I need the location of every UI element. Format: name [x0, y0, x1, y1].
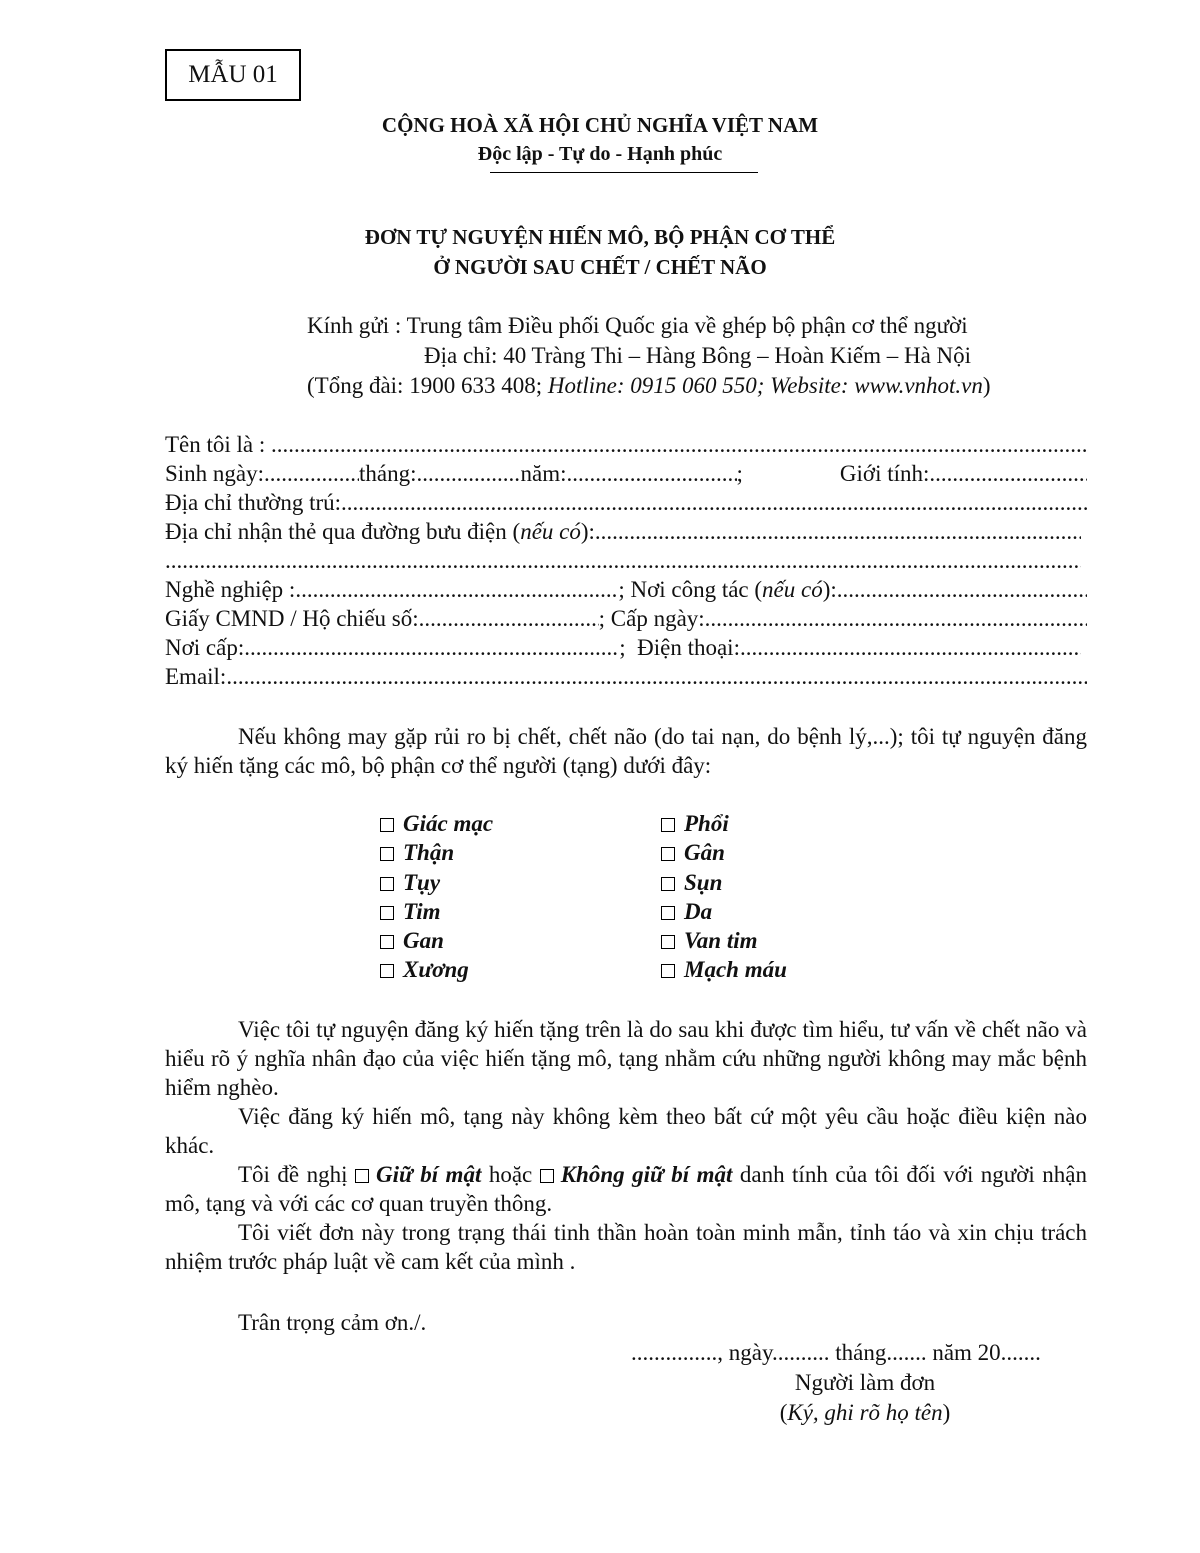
checkbox-icon[interactable] — [380, 964, 394, 978]
option-keep-confidential: Giữ bí mật — [375, 1162, 482, 1187]
checkbox-icon[interactable] — [540, 1169, 554, 1183]
field-issue-date-label: ; Cấp ngày: — [598, 606, 705, 631]
organ-label: Tụy — [403, 869, 441, 895]
confidentiality-intro: Tôi đề nghị — [238, 1162, 355, 1187]
sign-open: ( — [779, 1400, 788, 1425]
checkbox-icon[interactable] — [661, 847, 675, 861]
organ-option[interactable] — [380, 926, 493, 955]
personal-info-fields — [165, 430, 1087, 691]
organ-option[interactable] — [661, 809, 787, 838]
organ-option[interactable] — [661, 955, 787, 984]
confidentiality-rest: danh tính của tôi đối với người nhận mô, tạng và với các cơ quan truyền thông. — [165, 1162, 1088, 1216]
field-name-label: Tên tôi là : — [165, 432, 272, 457]
recipient-label: Kính gửi : — [307, 313, 407, 338]
field-email-label: Email: — [165, 664, 227, 689]
checkbox-icon[interactable] — [380, 906, 394, 920]
checkbox-icon[interactable] — [661, 818, 675, 832]
field-email-blank[interactable] — [226, 662, 1087, 691]
organ-option[interactable] — [380, 868, 493, 897]
field-mail-address-optional: nếu có — [520, 519, 581, 544]
intro-paragraph — [165, 722, 1087, 780]
field-id-issue-date[interactable] — [165, 604, 1087, 633]
country-name: CỘNG HOÀ XÃ HỘI CHỦ NGHĨA VIỆT NAM — [381, 113, 819, 137]
field-email[interactable] — [165, 662, 1087, 691]
field-mail-address-blank-2[interactable] — [165, 546, 1081, 575]
signature-instruction — [740, 1398, 990, 1427]
field-birth-year-blank[interactable] — [567, 459, 737, 488]
organ-label: Xương — [403, 957, 469, 983]
organ-label: Mạch máu — [684, 957, 787, 983]
checkbox-icon[interactable] — [380, 935, 394, 949]
field-issue-date-blank[interactable] — [705, 604, 1087, 633]
organ-label: Phổi — [684, 811, 729, 836]
signer-title: Người làm đơn — [794, 1370, 936, 1395]
field-name-blank[interactable] — [271, 430, 1087, 459]
field-gender-label: Giới tính: — [839, 461, 930, 486]
checkbox-icon[interactable] — [661, 877, 675, 891]
organ-option[interactable] — [380, 838, 493, 867]
organ-option[interactable] — [661, 926, 787, 955]
checkbox-icon[interactable] — [380, 818, 394, 832]
body-paragraphs — [165, 1015, 1087, 1276]
body-paragraph-1: Việc tôi tự nguyện đăng ký hiến tặng trên là do sau khi được tìm hiểu, tư vấn về chết não và hiểu rõ ý nghĩa nhân đạo của việc hiến tặng mô, tạng nhằm cứu những người không may mắc bệnh hiểm nghèo. — [165, 1017, 1087, 1100]
field-id-blank[interactable] — [419, 604, 599, 633]
motto-underline — [490, 172, 758, 173]
organ-list-left — [380, 809, 493, 985]
organ-option[interactable] — [380, 809, 493, 838]
field-occupation-blank[interactable] — [295, 575, 618, 604]
organ-label: Tim — [403, 898, 441, 924]
contact-hotline-label: (Tổng đài: 1900 633 408; — [307, 373, 548, 398]
field-mail-address-continued[interactable] — [165, 546, 1087, 575]
organ-list-right — [661, 809, 787, 985]
field-mail-address-blank[interactable] — [595, 517, 1081, 546]
organ-label: Gân — [684, 840, 725, 866]
field-occupation-label: Nghề nghiệp : — [165, 577, 296, 602]
checkbox-icon[interactable] — [661, 906, 675, 920]
organ-label: Van tim — [684, 928, 758, 954]
field-phone-label: ; Điện thoại: — [619, 635, 740, 660]
sign-close: ) — [942, 1400, 951, 1425]
checkbox-icon[interactable] — [355, 1169, 369, 1183]
field-permanent-address[interactable] — [165, 488, 1087, 517]
organ-label: Giác mạc — [403, 811, 494, 836]
organ-option[interactable] — [380, 897, 493, 926]
recipient-name: Trung tâm Điều phối Quốc gia về ghép bộ phận cơ thể người — [406, 313, 968, 338]
organ-label: Gan — [403, 928, 444, 954]
field-mail-address[interactable] — [165, 517, 1087, 546]
field-birth-separator: ; — [736, 461, 743, 486]
organ-option[interactable] — [661, 897, 787, 926]
field-issue-place-blank[interactable] — [244, 633, 619, 662]
organ-label: Thận — [403, 840, 455, 866]
field-name[interactable] — [165, 430, 1087, 459]
body-paragraph-3 — [165, 1160, 1087, 1218]
contact-hotline-website: Hotline: 0915 060 550; Website: www.vnhot.vn — [547, 373, 983, 398]
intro-text: Nếu không may gặp rủi ro bị chết, chết não (do tai nạn, do bệnh lý,...); tôi tự nguyện đăng ký hiến tặng các mô, bộ phận cơ thể người (tạng) dưới đây: — [165, 724, 1087, 778]
recipient-line — [307, 311, 968, 340]
field-birth-month-blank[interactable] — [417, 459, 521, 488]
option-or: hoặc — [481, 1162, 540, 1187]
checkbox-icon[interactable] — [380, 877, 394, 891]
field-mail-address-label: Địa chỉ nhận thẻ qua đường bưu điện ( — [165, 519, 521, 544]
field-mail-address-colon: ): — [580, 519, 595, 544]
field-gender-blank[interactable] — [929, 459, 1087, 488]
field-issue-place-phone[interactable] — [165, 633, 1087, 662]
field-birth-month-label: tháng: — [359, 461, 417, 486]
body-paragraph-2: Việc đăng ký hiến mô, tạng này không kèm theo bất cứ một yêu cầu hoặc điều kiện nào khác. — [165, 1104, 1087, 1158]
national-motto: Độc lập - Tự do - Hạnh phúc — [477, 143, 723, 165]
field-workplace-optional: nếu có — [762, 577, 823, 602]
checkbox-icon[interactable] — [661, 935, 675, 949]
organ-option[interactable] — [661, 838, 787, 867]
checkbox-icon[interactable] — [661, 964, 675, 978]
field-permanent-address-blank[interactable] — [341, 488, 1087, 517]
recipient-address: Địa chỉ: 40 Tràng Thi – Hàng Bông – Hoàn Kiếm – Hà Nội — [424, 343, 972, 368]
field-workplace-label: ; Nơi công tác ( — [618, 577, 763, 602]
body-paragraph-4: Tôi viết đơn này trong trạng thái tinh thần hoàn toàn minh mẫn, tỉnh táo và xin chịu trách nhiệm trước pháp luật về cam kết của mình . — [165, 1220, 1087, 1274]
field-occupation-workplace[interactable] — [165, 575, 1087, 604]
field-birth-day-blank[interactable] — [264, 459, 359, 488]
field-id-label: Giấy CMND / Hộ chiếu số: — [165, 606, 419, 631]
field-workplace-blank[interactable] — [837, 575, 1087, 604]
field-phone-blank[interactable] — [740, 633, 1081, 662]
closing-thanks: Trân trọng cảm ơn./. — [238, 1310, 427, 1335]
field-spacer — [743, 459, 840, 488]
organ-label: Da — [684, 898, 713, 924]
form-code-box: MẪU 01 — [165, 49, 301, 101]
option-not-confidential: Không giữ bí mật — [560, 1162, 733, 1187]
organ-option[interactable] — [661, 868, 787, 897]
field-birth-year-label: năm: — [520, 461, 567, 486]
organ-label: Sụn — [684, 869, 723, 895]
organ-option[interactable] — [380, 955, 493, 984]
recipient-contact — [307, 371, 991, 400]
field-birth-day-label: Sinh ngày: — [165, 461, 265, 486]
form-title-line1: ĐƠN TỰ NGUYỆN HIẾN MÔ, BỘ PHẬN CƠ THỂ — [364, 225, 836, 249]
date-line[interactable]: ..............., ngày.......... tháng....... năm 20....... — [631, 1340, 1041, 1365]
field-workplace-colon: ): — [822, 577, 837, 602]
contact-close: ) — [982, 373, 991, 398]
field-permanent-address-label: Địa chỉ thường trú: — [165, 490, 342, 515]
field-birth-gender[interactable] — [165, 459, 1087, 488]
form-title-line2: Ở NGƯỜI SAU CHẾT / CHẾT NÃO — [433, 255, 767, 279]
checkbox-icon[interactable] — [380, 847, 394, 861]
field-issue-place-label: Nơi cấp: — [165, 635, 245, 660]
sign-instruction-text: Ký, ghi rõ họ tên — [787, 1400, 943, 1425]
